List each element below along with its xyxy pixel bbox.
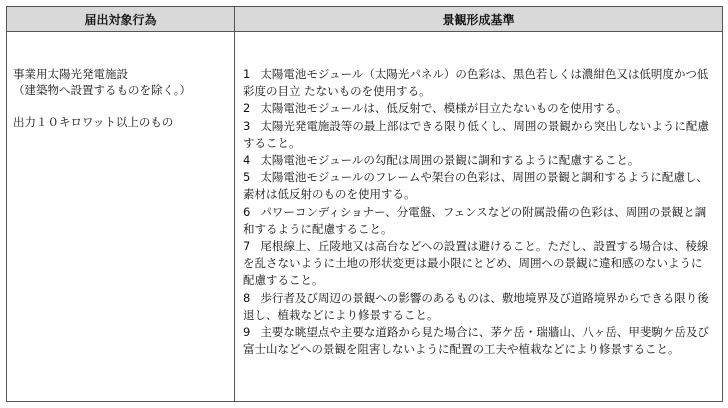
header-target-action: 届出対象行為 (7, 7, 235, 32)
criteria-item-3 (243, 118, 714, 152)
criteria-table-wrapper (6, 6, 722, 402)
header-landscape-criteria: 景観形成基準 (235, 7, 723, 32)
criteria-item-1 (243, 66, 714, 100)
criteria-cell (235, 32, 723, 402)
criteria-text: 太陽電池モジュールは、低反射で、模様が目立たないものを使用する。 (260, 101, 628, 116)
criteria-item-9 (243, 324, 714, 358)
criteria-text: 尾根線上、丘陵地又は高台などへの設置は避けること。ただし、設置する場合は、稜線を乱さないように土地の形状変更は最小限にとどめ、周囲への景観に違和感のないように配慮すること。 (243, 239, 709, 288)
criteria-number: 1 (243, 67, 251, 81)
criteria-text: 太陽電池モジュールのフレームや架台の色彩は、周囲の景観と調和するように配慮し、素材は低反射のものを使用する。 (243, 170, 708, 202)
criteria-text: 太陽電池モジュールの勾配は周囲の景観に調和するように配慮すること。 (260, 153, 640, 168)
target-action-line-3: 出力１０キロワット以上のもの (13, 115, 174, 129)
criteria-text: 太陽光発電施設等の最上部はできる限り低くし、周囲の景観から突出しないように配慮すること。 (243, 118, 709, 150)
target-action-line-1: 事業用太陽光発電施設 (13, 67, 128, 81)
criteria-number: 3 (243, 118, 251, 133)
criteria-number: 6 (243, 204, 251, 219)
table-header-row (7, 7, 723, 32)
criteria-item-6 (243, 204, 714, 238)
criteria-item-5 (243, 169, 714, 203)
target-action-line-2: （建築物へ設置するものを除く。） (13, 83, 192, 97)
criteria-text: 太陽電池モジュール（太陽光パネル）の色彩は、黒色若しくは濃紺色又は低明度かつ低彩度の目立 たないものを使用する。 (243, 67, 709, 99)
criteria-number: 7 (243, 239, 251, 254)
criteria-item-8 (243, 290, 714, 324)
criteria-number: 5 (243, 170, 251, 185)
target-action-cell (7, 32, 235, 402)
criteria-number: 8 (243, 290, 251, 305)
criteria-number: 9 (243, 325, 251, 340)
criteria-table (6, 6, 723, 402)
criteria-text: 歩行者及び周辺の景観への影響のあるものは、敷地境界及び道路境界からできる限り後退し、植栽などにより修景すること。 (243, 290, 709, 322)
criteria-item-7 (243, 238, 714, 290)
criteria-item-4 (243, 152, 714, 169)
criteria-number: 2 (243, 101, 251, 116)
criteria-text: パワーコンディショナー、分電盤、フェンスなどの附属設備の色彩は、周囲の景観と調和するように配慮すること。 (243, 204, 707, 236)
criteria-item-2 (243, 100, 714, 117)
criteria-number: 4 (243, 153, 251, 168)
criteria-text: 主要な眺望点や主要な道路から見た場合に、茅ケ岳・瑞牆山、八ヶ岳、甲斐駒ケ岳及び富士山などへの景観を阻害しないように配置の工夫や植栽などにより修景すること。 (243, 325, 709, 357)
table-row (7, 32, 723, 402)
